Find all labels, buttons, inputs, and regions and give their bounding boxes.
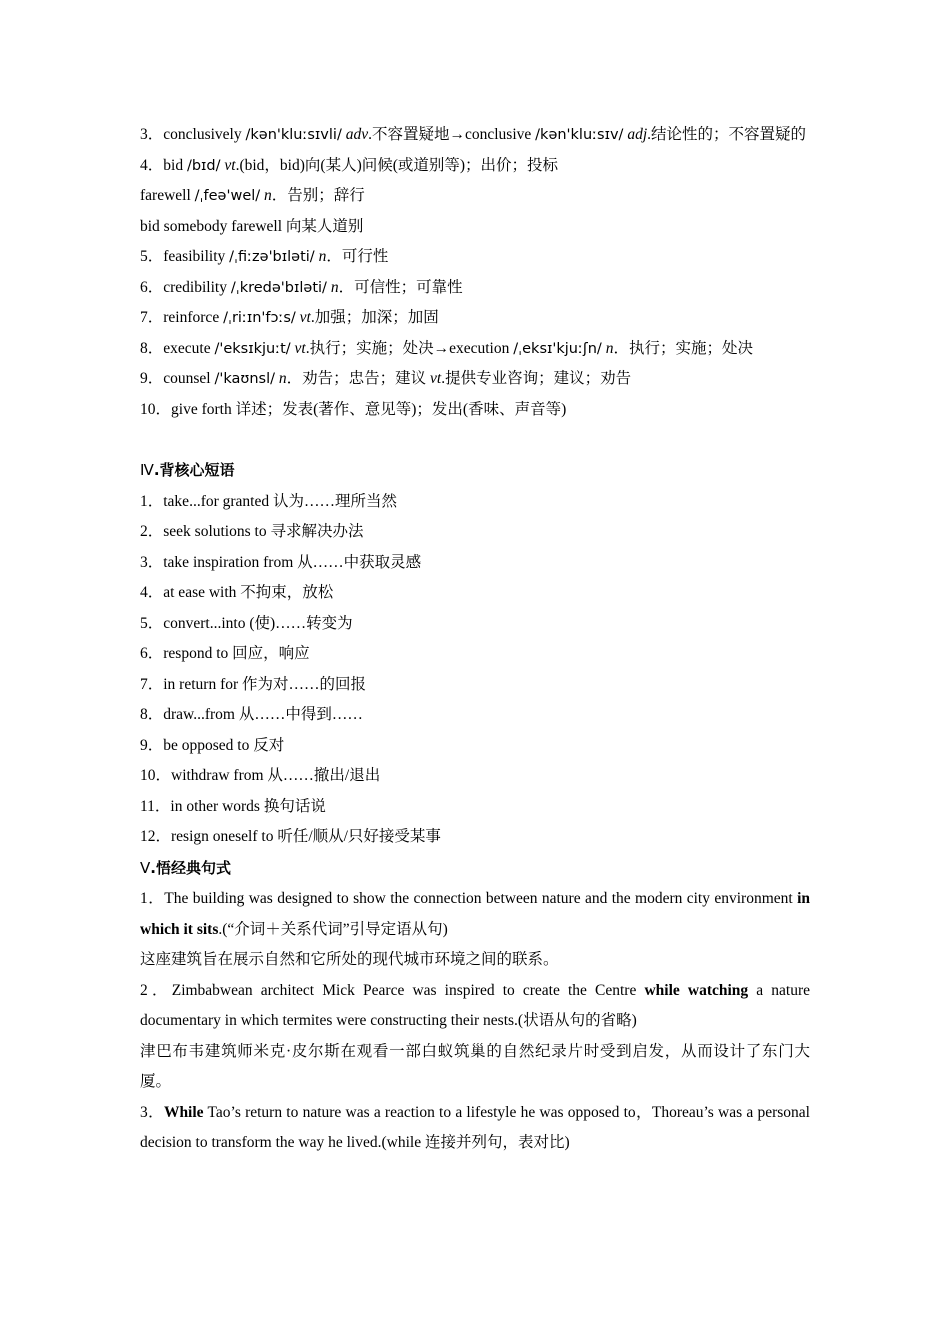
section-gap [140,425,810,455]
sentence-3-en: 3．While Tao’s return to nature was a reaction to a lifestyle he was opposed to，Thoreau’s was a personal decision to transform the way he lived.(while 连接并列句，表对比) [140,1103,810,1151]
sentence-2-en: 2．Zimbabwean architect Mick Pearce was inspired to create the Centre while watching a nature documentary in which termites were constructing their nests.(状语从句的省略) [140,981,811,1029]
phrase-item: 1．take...for granted 认为……理所当然 [140,492,397,510]
vocab-item-8: 8．execute /'eksɪkjuːt/ vt.执行；实施；处决→execution /ˌeksɪ'kjuːʃn/ n．执行；实施；处决 [140,339,753,357]
phrase-item: 4．at ease with 不拘束，放松 [140,584,334,601]
vocab-item-9: 9．counsel /'kaʊnsl/ n．劝告；忠告；建议 vt.提供专业咨询；建议；劝告 [140,370,632,387]
sentence-1-cn: 这座建筑旨在展示自然和它所处的现代城市环境之间的联系。 [140,951,559,968]
phrase-item: 3．take inspiration from 从……中获取灵感 [140,553,422,571]
section-5-heading: Ⅴ.悟经典句式 [140,858,231,877]
phrase-item: 9．be opposed to 反对 [140,736,285,754]
vocab-item-10: 10．give forth 详述；发表(著作、意见等)；发出(香味、声音等) [140,400,567,418]
phrase-item: 11．in other words 换句话说 [140,797,326,815]
phrase-item: 8．draw...from 从……中得到…… [140,706,363,723]
vocab-item-4: 4．bid /bɪd/ vt.(bid，bid)向(某人)问候(或道别等)；出价；投标 [140,156,559,174]
sentence-2-cn: 津巴布韦建筑师米克·皮尔斯在观看一部白蚁筑巢的自然纪录片时受到启发，从而设计了东门大厦。 [140,1042,810,1090]
vocab-item-farewell: farewell /ˌfeə'wel/ n．告别；辞行 [140,187,365,204]
vocab-item-6: 6．credibility /ˌkredə'bɪləti/ n．可信性；可靠性 [140,278,463,296]
section-4-heading: Ⅳ.背核心短语 [140,461,235,479]
phrase-item: 2．seek solutions to 寻求解决办法 [140,523,364,540]
vocab-item-3: 3．conclusively /kən'kluːsɪvli/ adv.不容置疑地→conclusive /kən'kluːsɪv/ adj.结论性的；不容置疑的 [140,126,807,143]
phrase-item: 12．resign oneself to 听任/顺从/只好接受某事 [140,828,441,845]
vocab-item-bid-farewell: bid somebody farewell 向某人道别 [140,217,364,235]
document-page [140,120,810,1159]
vocab-item-7: 7．reinforce /ˌriːɪn'fɔːs/ vt.加强；加深；加固 [140,309,439,326]
phrase-item: 6．respond to 回应，响应 [140,645,310,662]
vocab-item-5: 5．feasibility /ˌfiːzə'bɪləti/ n．可行性 [140,248,389,265]
sentence-1-en: 1．The building was designed to show the connection between nature and the modern city environment in which it sits.(“介词＋关系代词”引导定语从句) [140,890,810,938]
phrase-item: 5．convert...into (使)……转变为 [140,614,353,632]
phrase-item: 10．withdraw from 从……撤出/退出 [140,767,381,784]
phrase-item: 7．in return for 作为对……的回报 [140,675,367,693]
